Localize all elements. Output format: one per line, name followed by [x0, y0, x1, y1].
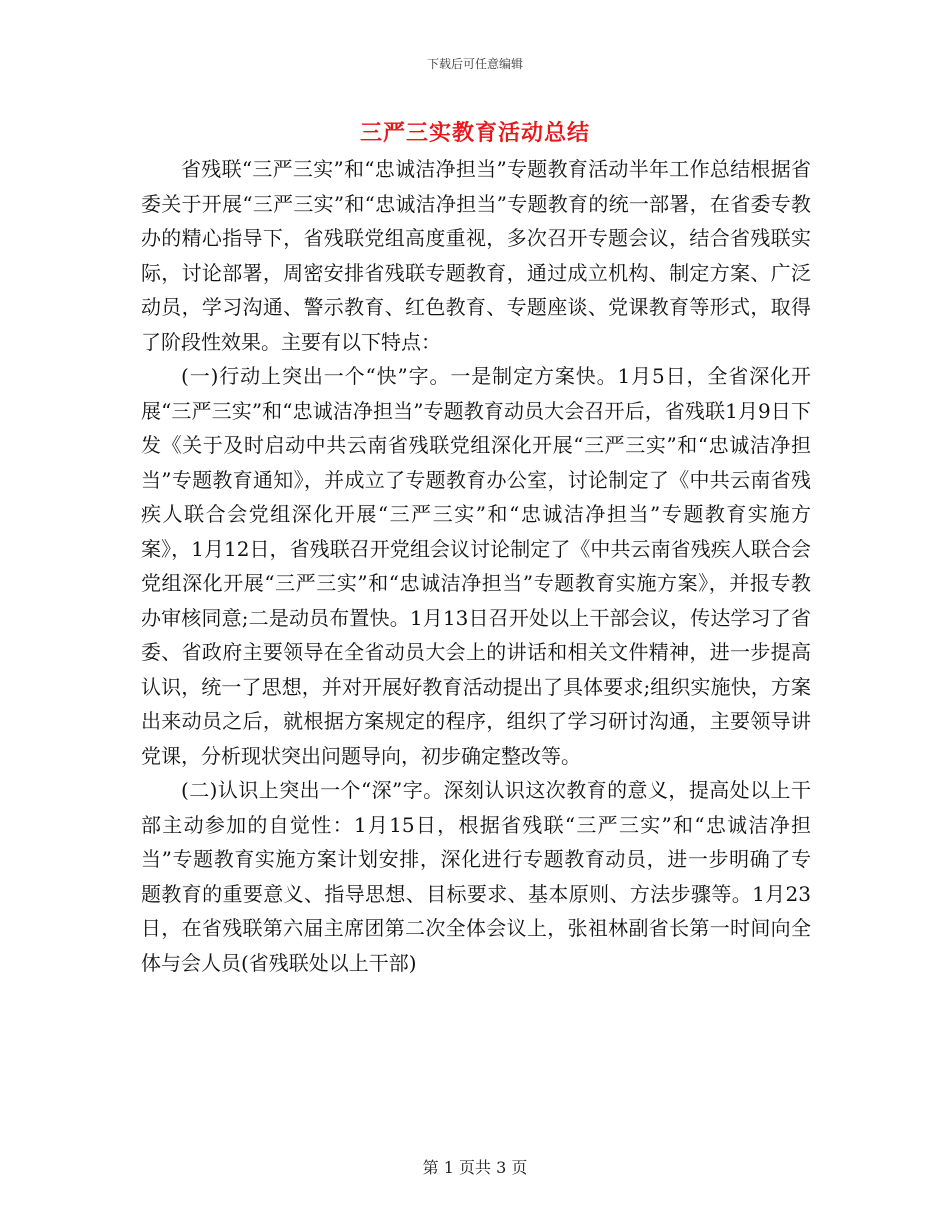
document-title: 三严三实教育活动总结: [359, 120, 590, 146]
paragraph-intro: 省残联“三严三实”和“忠诚洁净担当”专题教育活动半年工作总结根据省委关于开展“三严三实”和“忠诚洁净担当”专题教育的统一部署，在省委专教办的精心指导下，省残联党组高度重视，多次召开专题会议，结合省残联实际，讨论部署，周密安排省残联专题教育，通过成立机构、制定方案、广泛动员，学习沟通、警示教育、红色教育、专题座谈、党课教育等形式，取得了阶段性效果。主要有以下特点：: [141, 157, 811, 354]
paragraph-section-1: (一)行动上突出一个“快”字。一是制定方案快。1月5日，全省深化开展“三严三实”和“忠诚洁净担当”专题教育动员大会召开后，省残联1月9日下发《关于及时启动中共云南省残联党组深化开展“三严三实”和“忠诚洁净担当”专题教育通知》，并成立了专题教育办公室，讨论制定了《中共云南省残疾人联合会党组深化开展“三严三实”和“忠诚洁净担当”专题教育实施方案》，1月12日，省残联召开党组会议讨论制定了《中共云南省残疾人联合会党组深化开展“三严三实”和“忠诚洁净担当”专题教育实施方案》，并报专教办审核同意;二是动员布置快。1月13日召开处以上干部会议，传达学习了省委、省政府主要领导在全省动员大会上的讲话和相关文件精神，进一步提高认识，统一了思想，并对开展好教育活动提出了具体要求;组织实施快，方案出来动员之后，就根据方案规定的程序，组织了学习研讨沟通，主要领导讲党课，分析现状突出问题导向，初步确定整改等。: [141, 364, 811, 768]
document-body: [141, 152, 811, 980]
header-note: 下载后可任意编辑: [426, 57, 523, 71]
page-number: 第 1 页共 3 页: [422, 1158, 528, 1177]
paragraph-section-2: (二)认识上突出一个“深”字。深刻认识这次教育的意义，提高处以上干部主动参加的自觉性：1月15日，根据省残联“三严三实”和“忠诚洁净担当”专题教育实施方案计划安排，深化进行专题教育动员，进一步明确了专题教育的重要意义、指导思想、目标要求、基本原则、方法步骤等。1月23日，在省残联第六届主席团第二次全体会议上，张祖林副省长第一时间向全体与会人员(省残联处以上干部): [141, 778, 811, 975]
